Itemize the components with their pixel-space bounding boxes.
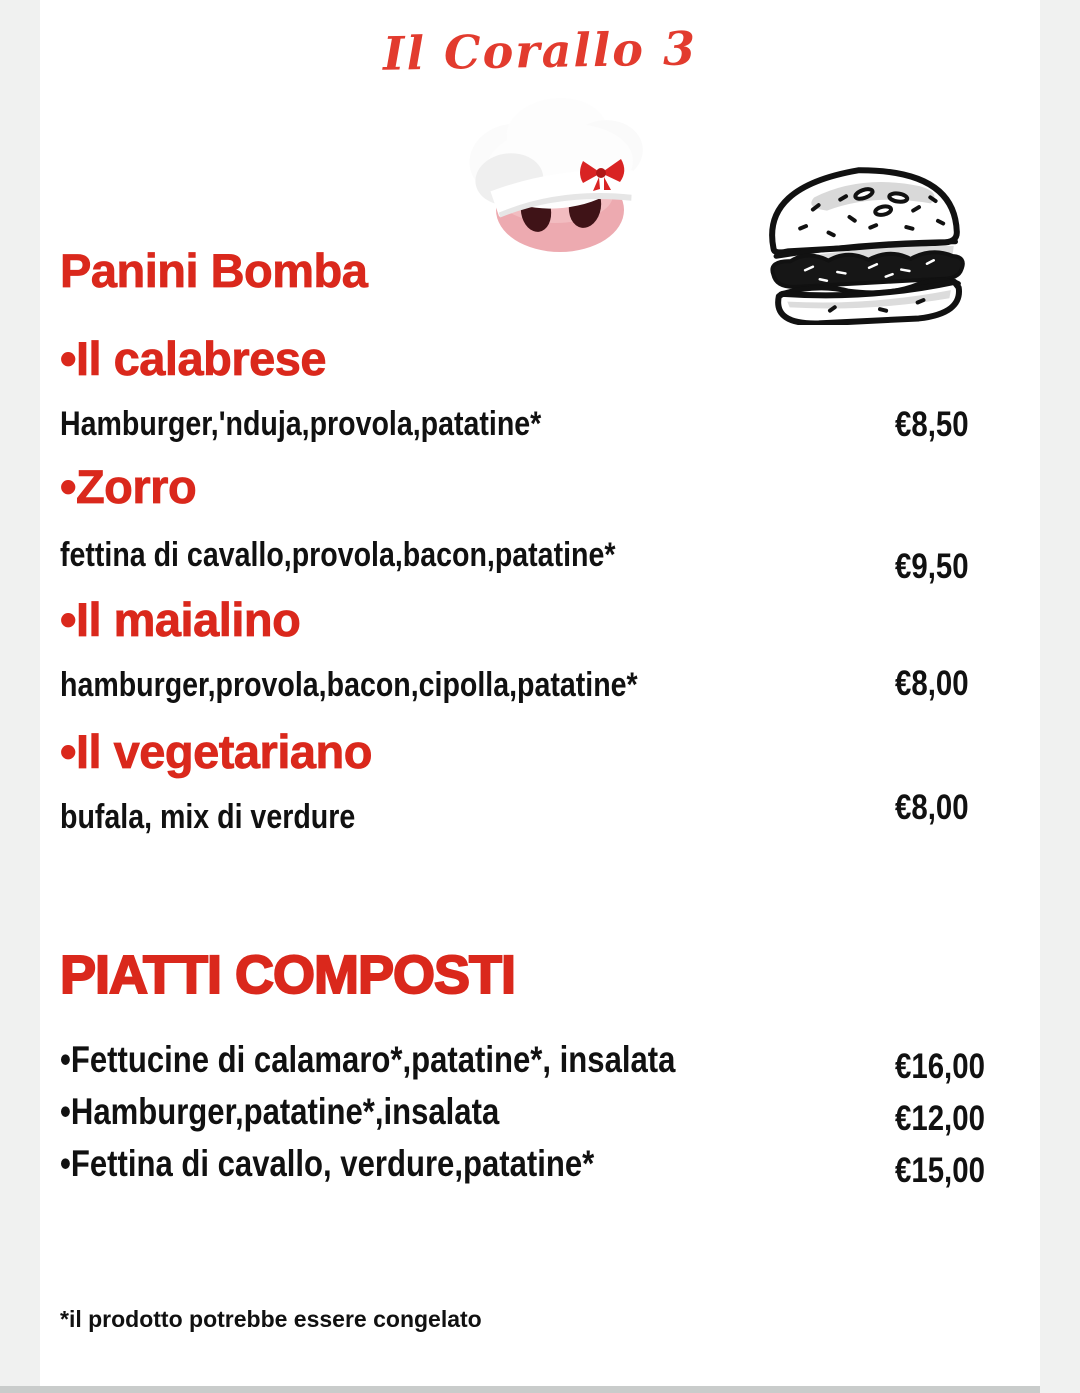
pig-chef-hat-icon xyxy=(455,95,645,253)
item-price: €12,00 xyxy=(895,1099,985,1138)
item-description: bufala, mix di verdure xyxy=(60,798,356,836)
menu-page xyxy=(40,0,1040,1386)
hamburger-sketch-icon xyxy=(755,150,975,325)
item-name-il-maialino: •Il maialino xyxy=(60,593,301,646)
frozen-product-footnote: *il prodotto potrebbe essere congelato xyxy=(60,1306,482,1332)
item-price: €9,50 xyxy=(895,547,969,586)
composite-dish: •Fettina di cavallo, verdure,patatine* xyxy=(60,1143,595,1184)
item-price: €8,50 xyxy=(895,405,969,444)
item-description: Hamburger,'nduja,provola,patatine* xyxy=(60,405,542,443)
item-name-il-vegetariano: •Il vegetariano xyxy=(60,725,372,778)
item-name-il-calabrese: •Il calabrese xyxy=(60,332,327,385)
item-description: hamburger,provola,bacon,cipolla,patatine* xyxy=(60,666,638,704)
page-bottom-edge xyxy=(0,1386,1040,1393)
item-description: fettina di cavallo,provola,bacon,patatine* xyxy=(60,536,616,574)
composite-dish: •Fettucine di calamaro*,patatine*, insalata xyxy=(60,1039,676,1080)
section-title-piatti-composti: PIATTI COMPOSTI xyxy=(60,945,515,1005)
section-title-panini-bomba: Panini Bomba xyxy=(60,244,368,297)
item-name-zorro: •Zorro xyxy=(60,460,197,513)
composite-dish: •Hamburger,patatine*,insalata xyxy=(60,1091,500,1132)
item-price: €8,00 xyxy=(895,788,969,827)
restaurant-title: Il Corallo 3 xyxy=(382,21,698,81)
item-price: €16,00 xyxy=(895,1047,985,1086)
item-price: €15,00 xyxy=(895,1151,985,1190)
item-price: €8,00 xyxy=(895,664,969,703)
